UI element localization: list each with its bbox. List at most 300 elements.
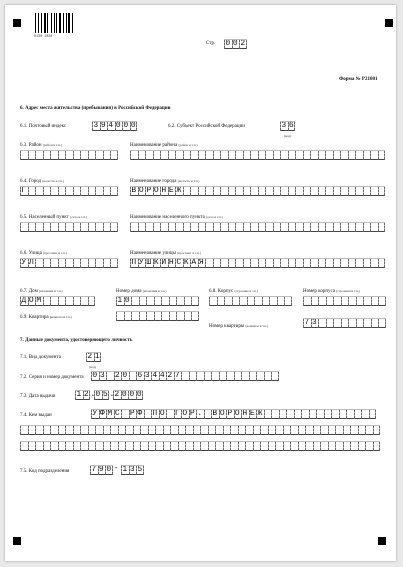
character-cell[interactable] [301,409,309,419]
character-cell[interactable] [35,186,43,196]
character-cell[interactable] [378,318,386,328]
character-cell[interactable]: Е [249,409,255,418]
character-cell[interactable] [106,371,114,381]
character-cell[interactable] [213,150,221,160]
character-cell[interactable] [103,425,111,435]
character-cell[interactable] [250,258,258,268]
character-cell[interactable]: Р [189,409,195,418]
character-cell[interactable] [43,441,51,451]
character-cell[interactable] [313,425,321,435]
character-cell[interactable] [220,186,228,196]
character-cell[interactable] [43,222,51,232]
character-cell[interactable] [223,441,231,451]
character-cell[interactable] [58,186,66,196]
character-cell[interactable] [110,150,118,160]
character-cell[interactable]: 7 [91,465,97,474]
character-cell[interactable] [318,318,326,328]
character-cell[interactable] [228,186,236,196]
character-cell[interactable] [169,311,177,321]
character-cell[interactable] [318,150,326,160]
character-cell[interactable] [324,409,332,419]
street-name-field[interactable] [130,258,385,268]
character-cell[interactable] [363,258,371,268]
character-cell[interactable] [235,222,243,232]
character-cell[interactable] [28,222,36,232]
character-cell[interactable] [363,150,371,160]
character-cell[interactable] [190,150,198,160]
character-cell[interactable] [133,441,141,451]
district-name-field[interactable] [130,150,385,160]
character-cell[interactable] [183,222,191,232]
character-cell[interactable] [184,296,192,306]
character-cell[interactable]: П [131,258,137,267]
character-cell[interactable]: 0 [129,390,135,399]
issue-date-year-field[interactable] [113,390,143,400]
character-cell[interactable] [339,409,347,419]
character-cell[interactable] [154,296,162,306]
character-cell[interactable] [185,441,193,451]
character-cell[interactable] [373,441,381,451]
character-cell[interactable] [160,222,168,232]
character-cell[interactable]: И [161,258,167,267]
character-cell[interactable] [153,222,161,232]
character-cell[interactable] [190,186,198,196]
character-cell[interactable] [140,441,148,451]
character-cell[interactable] [80,258,88,268]
character-cell[interactable] [335,441,343,451]
character-cell[interactable]: 3 [93,121,99,130]
character-cell[interactable] [328,441,336,451]
series-number-field[interactable] [91,371,279,381]
character-cell[interactable] [133,425,141,435]
character-cell[interactable] [341,296,349,306]
character-cell[interactable]: 0 [122,371,128,380]
character-cell[interactable] [356,318,364,328]
character-cell[interactable] [340,186,348,196]
character-cell[interactable] [343,441,351,451]
character-cell[interactable] [145,150,153,160]
character-cell[interactable] [176,311,184,321]
character-cell[interactable] [88,222,96,232]
character-cell[interactable] [58,150,66,160]
character-cell[interactable] [103,441,111,451]
character-cell[interactable] [370,150,378,160]
character-cell[interactable]: 5 [137,465,143,474]
character-cell[interactable] [148,425,156,435]
character-cell[interactable] [208,425,216,435]
character-cell[interactable] [146,296,154,306]
character-cell[interactable] [208,441,216,451]
character-cell[interactable] [343,425,351,435]
character-cell[interactable] [183,186,191,196]
character-cell[interactable]: 3 [99,371,105,380]
character-cell[interactable] [20,441,28,451]
character-cell[interactable] [118,441,126,451]
character-cell[interactable]: К [153,258,159,267]
division-code-part1-field[interactable] [90,465,113,475]
character-cell[interactable] [20,150,28,160]
character-cell[interactable] [160,150,168,160]
character-cell[interactable] [35,425,43,435]
character-cell[interactable]: Н [242,409,248,418]
character-cell[interactable] [198,186,206,196]
character-cell[interactable] [73,150,81,160]
character-cell[interactable] [88,425,96,435]
character-cell[interactable] [378,150,386,160]
character-cell[interactable] [130,222,138,232]
character-cell[interactable] [103,150,111,160]
character-cell[interactable] [110,441,118,451]
character-cell[interactable] [363,186,371,196]
character-cell[interactable] [50,425,58,435]
character-cell[interactable] [280,186,288,196]
character-cell[interactable] [35,222,43,232]
character-cell[interactable]: 0 [136,390,142,399]
character-cell[interactable]: У [21,258,27,267]
character-cell[interactable] [286,409,294,419]
character-cell[interactable] [80,150,88,160]
character-cell[interactable]: 0 [225,39,231,48]
character-cell[interactable] [215,441,223,451]
character-cell[interactable]: О [234,409,240,418]
character-cell[interactable] [35,258,43,268]
character-cell[interactable] [271,371,279,381]
character-cell[interactable] [95,441,103,451]
character-cell[interactable]: 1 [76,390,82,399]
character-cell[interactable] [273,186,281,196]
character-cell[interactable] [124,311,132,321]
character-cell[interactable]: 1 [122,465,128,474]
character-cell[interactable] [198,150,206,160]
character-cell[interactable]: Н [161,186,167,195]
character-cell[interactable] [264,409,272,419]
character-cell[interactable] [355,258,363,268]
character-cell[interactable] [363,296,371,306]
character-cell[interactable] [80,296,88,306]
character-cell[interactable]: 6 [137,371,143,380]
character-cell[interactable] [65,296,73,306]
character-cell[interactable] [280,150,288,160]
character-cell[interactable] [268,441,276,451]
character-cell[interactable] [373,425,381,435]
character-cell[interactable] [88,150,96,160]
character-cell[interactable] [146,311,154,321]
character-cell[interactable]: 2 [114,390,120,399]
character-cell[interactable] [65,425,73,435]
character-cell[interactable]: В [131,186,137,195]
character-cell[interactable] [43,258,51,268]
character-cell[interactable] [316,409,324,419]
character-cell[interactable]: Ж [176,186,182,195]
character-cell[interactable] [161,311,169,321]
character-cell[interactable] [50,186,58,196]
character-cell[interactable] [153,150,161,160]
character-cell[interactable] [125,425,133,435]
character-cell[interactable]: 4 [108,121,114,130]
character-cell[interactable] [95,186,103,196]
character-cell[interactable] [205,222,213,232]
character-cell[interactable] [325,186,333,196]
settlement-type-field[interactable] [20,222,118,232]
character-cell[interactable] [228,222,236,232]
subject-code-field[interactable] [280,121,295,131]
character-cell[interactable] [95,222,103,232]
character-cell[interactable]: О [153,186,159,195]
character-cell[interactable] [378,222,386,232]
city-type-field[interactable] [20,186,118,196]
character-cell[interactable]: 1 [117,296,123,305]
doc-type-field[interactable] [86,352,101,362]
building-type-field[interactable] [209,296,292,306]
character-cell[interactable]: Р [146,186,152,195]
character-cell[interactable] [273,150,281,160]
building-number-field[interactable] [303,296,386,306]
character-cell[interactable] [58,296,66,306]
character-cell[interactable] [288,186,296,196]
character-cell[interactable] [145,222,153,232]
character-cell[interactable] [370,258,378,268]
character-cell[interactable] [224,296,232,306]
character-cell[interactable] [20,425,28,435]
character-cell[interactable]: Р [227,409,233,418]
character-cell[interactable] [116,311,124,321]
character-cell[interactable] [230,441,238,451]
character-cell[interactable] [279,409,287,419]
character-cell[interactable] [95,425,103,435]
character-cell[interactable] [288,150,296,160]
character-cell[interactable]: 0 [232,39,238,48]
page-number-field[interactable] [224,39,247,49]
character-cell[interactable]: 5 [102,390,108,399]
character-cell[interactable] [213,222,221,232]
character-cell[interactable] [131,311,139,321]
character-cell[interactable]: 0 [124,296,130,305]
character-cell[interactable] [275,441,283,451]
character-cell[interactable] [290,441,298,451]
character-cell[interactable] [88,441,96,451]
street-type-field[interactable] [20,258,118,268]
character-cell[interactable]: Г [174,409,180,418]
character-cell[interactable] [370,222,378,232]
character-cell[interactable] [110,425,118,435]
character-cell[interactable] [43,425,51,435]
character-cell[interactable] [50,441,58,451]
character-cell[interactable] [28,186,36,196]
character-cell[interactable] [191,311,199,321]
character-cell[interactable] [73,441,81,451]
character-cell[interactable] [348,258,356,268]
character-cell[interactable]: Р [129,409,135,418]
character-cell[interactable]: 0 [115,121,121,130]
character-cell[interactable] [65,258,73,268]
character-cell[interactable]: 2 [83,390,89,399]
character-cell[interactable] [333,150,341,160]
character-cell[interactable] [365,441,373,451]
character-cell[interactable] [65,150,73,160]
character-cell[interactable] [196,371,204,381]
character-cell[interactable] [58,258,66,268]
character-cell[interactable] [73,222,81,232]
character-cell[interactable] [258,222,266,232]
character-cell[interactable]: 2 [240,39,246,48]
character-cell[interactable] [235,258,243,268]
character-cell[interactable] [35,150,43,160]
character-cell[interactable] [254,296,262,306]
character-cell[interactable] [371,318,379,328]
character-cell[interactable] [219,371,227,381]
postal-code-field[interactable] [92,121,137,131]
district-type-field[interactable] [20,150,118,160]
character-cell[interactable] [369,409,377,419]
character-cell[interactable] [253,441,261,451]
character-cell[interactable] [223,425,231,435]
character-cell[interactable] [220,150,228,160]
issue-date-day-field[interactable] [75,390,90,400]
character-cell[interactable] [163,441,171,451]
character-cell[interactable] [303,222,311,232]
house-type-field[interactable] [20,296,95,306]
division-code-part2-field[interactable] [121,465,144,475]
character-cell[interactable]: О [182,409,188,418]
character-cell[interactable] [190,222,198,232]
character-cell[interactable] [138,150,146,160]
character-cell[interactable] [348,150,356,160]
character-cell[interactable] [250,222,258,232]
issued-by-field-row3[interactable] [20,441,380,451]
character-cell[interactable] [303,186,311,196]
character-cell[interactable] [140,425,148,435]
character-cell[interactable] [50,150,58,160]
character-cell[interactable] [193,425,201,435]
character-cell[interactable] [200,441,208,451]
character-cell[interactable] [121,409,129,419]
character-cell[interactable] [280,258,288,268]
character-cell[interactable] [183,150,191,160]
character-cell[interactable] [260,425,268,435]
character-cell[interactable] [228,258,236,268]
character-cell[interactable] [35,441,43,451]
character-cell[interactable] [318,296,326,306]
character-cell[interactable] [333,296,341,306]
character-cell[interactable] [65,222,73,232]
character-cell[interactable] [168,222,176,232]
character-cell[interactable] [303,296,311,306]
character-cell[interactable] [335,425,343,435]
character-cell[interactable] [65,186,73,196]
character-cell[interactable] [28,425,36,435]
character-cell[interactable] [320,441,328,451]
character-cell[interactable]: У [138,258,144,267]
character-cell[interactable] [245,425,253,435]
character-cell[interactable]: 0 [130,121,136,130]
character-cell[interactable]: 1 [94,352,100,361]
character-cell[interactable] [331,409,339,419]
character-cell[interactable] [258,258,266,268]
character-cell[interactable] [275,425,283,435]
character-cell[interactable] [361,409,369,419]
character-cell[interactable]: 3 [311,318,317,327]
character-cell[interactable] [58,441,66,451]
character-cell[interactable]: Ф [99,409,105,418]
character-cell[interactable] [88,296,96,306]
character-cell[interactable] [235,186,243,196]
character-cell[interactable] [249,371,257,381]
character-cell[interactable]: 7 [304,318,310,327]
character-cell[interactable] [185,425,193,435]
character-cell[interactable]: 2 [114,371,120,380]
character-cell[interactable] [311,296,319,306]
character-cell[interactable]: П [152,409,158,418]
character-cell[interactable] [200,425,208,435]
character-cell[interactable] [211,371,219,381]
character-cell[interactable] [198,222,206,232]
character-cell[interactable] [43,150,51,160]
character-cell[interactable] [290,425,298,435]
character-cell[interactable] [378,258,386,268]
character-cell[interactable] [350,425,358,435]
character-cell[interactable] [340,258,348,268]
character-cell[interactable] [50,296,58,306]
character-cell[interactable] [205,186,213,196]
character-cell[interactable] [318,186,326,196]
character-cell[interactable] [284,296,292,306]
character-cell[interactable] [318,258,326,268]
apartment-number-field[interactable] [303,318,386,328]
character-cell[interactable] [273,258,281,268]
character-cell[interactable] [213,186,221,196]
character-cell[interactable] [204,371,212,381]
character-cell[interactable] [265,222,273,232]
character-cell[interactable] [189,371,197,381]
character-cell[interactable] [264,371,272,381]
character-cell[interactable] [217,296,225,306]
character-cell[interactable] [95,150,103,160]
character-cell[interactable] [313,441,321,451]
character-cell[interactable] [20,222,28,232]
character-cell[interactable] [204,409,212,419]
character-cell[interactable] [144,409,152,419]
character-cell[interactable] [326,296,334,306]
character-cell[interactable] [288,222,296,232]
character-cell[interactable] [305,425,313,435]
character-cell[interactable] [88,258,96,268]
character-cell[interactable]: О [159,409,165,418]
character-cell[interactable] [295,258,303,268]
character-cell[interactable] [163,425,171,435]
character-cell[interactable] [333,318,341,328]
character-cell[interactable] [58,425,66,435]
character-cell[interactable]: 4 [159,371,165,380]
character-cell[interactable] [130,150,138,160]
character-cell[interactable] [346,409,354,419]
character-cell[interactable] [125,441,133,451]
character-cell[interactable] [220,258,228,268]
apartment-type-field[interactable] [116,311,199,321]
character-cell[interactable] [80,186,88,196]
character-cell[interactable] [178,441,186,451]
character-cell[interactable] [378,296,386,306]
character-cell[interactable] [191,296,199,306]
character-cell[interactable] [234,371,242,381]
character-cell[interactable] [363,318,371,328]
character-cell[interactable] [333,258,341,268]
character-cell[interactable] [184,311,192,321]
character-cell[interactable] [310,186,318,196]
character-cell[interactable] [80,222,88,232]
character-cell[interactable] [277,296,285,306]
character-cell[interactable] [341,318,349,328]
character-cell[interactable] [139,296,147,306]
